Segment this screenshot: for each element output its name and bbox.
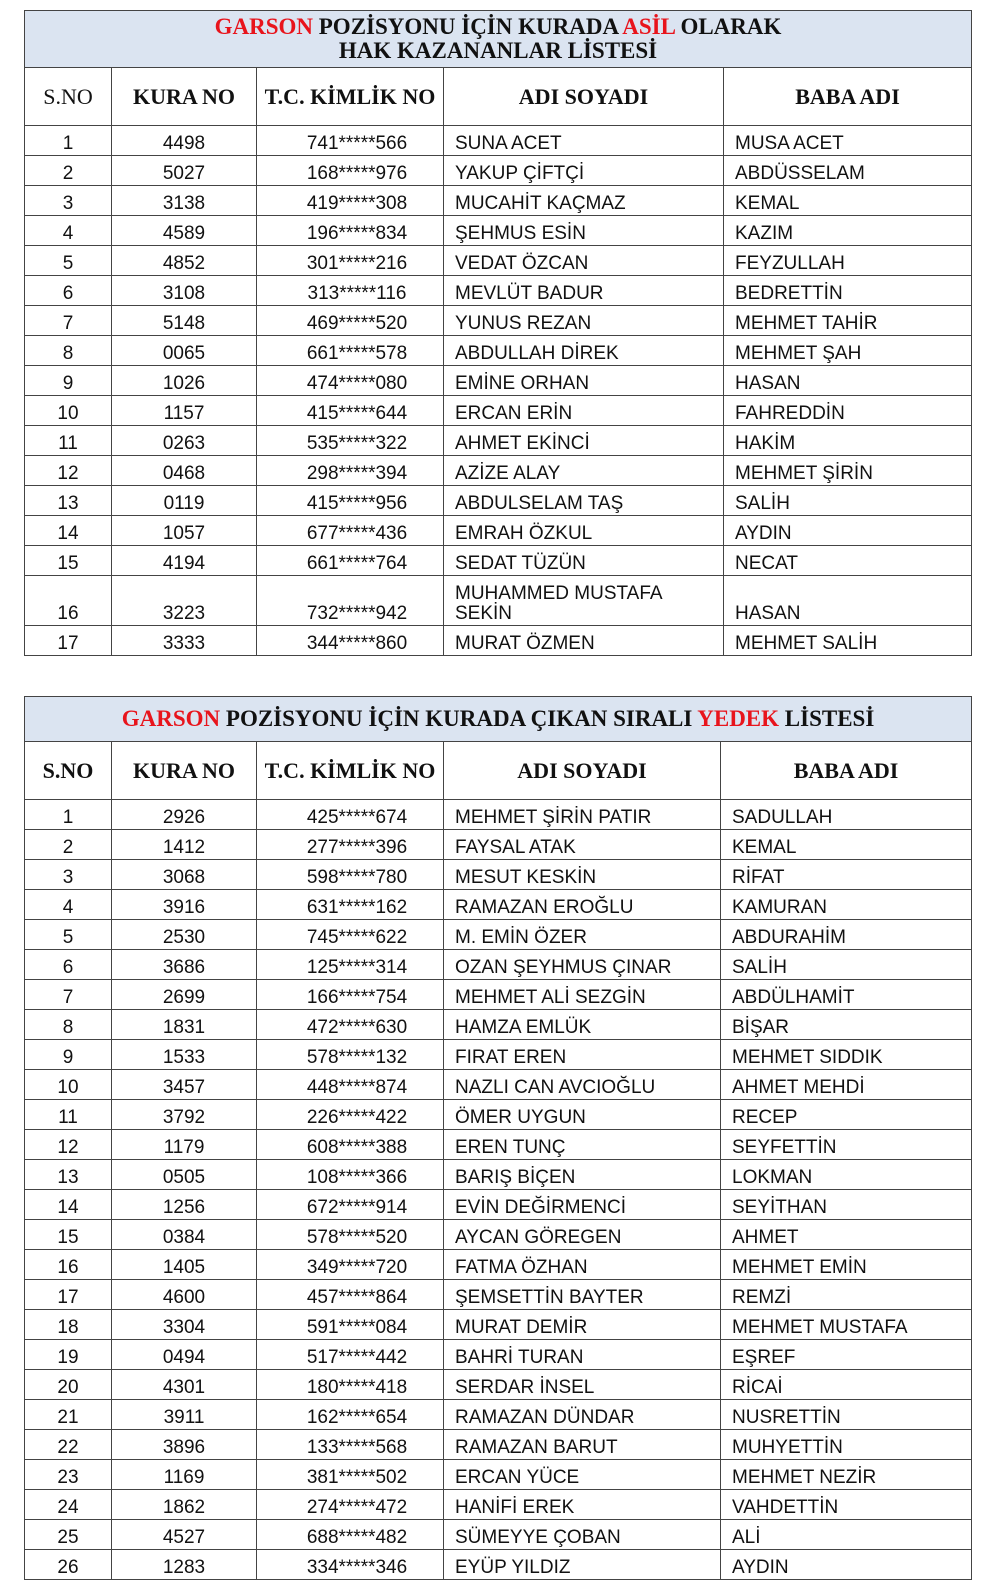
- cell-tc-kimlik-no: 125*****314: [257, 950, 444, 980]
- title-asil-word: ASİL: [622, 14, 675, 39]
- cell-sno: 18: [25, 1310, 112, 1340]
- cell-sno: 9: [25, 366, 112, 396]
- cell-tc-kimlik-no: 180*****418: [257, 1370, 444, 1400]
- cell-adi-soyadi: NAZLI CAN AVCIOĞLU: [444, 1070, 721, 1100]
- title-part-2: OLARAK: [674, 14, 782, 39]
- cell-adi-soyadi: ERCAN YÜCE: [444, 1460, 721, 1490]
- cell-kura-no: 1283: [112, 1550, 257, 1580]
- cell-baba-adi: RİFAT: [721, 860, 972, 890]
- cell-baba-adi: MEHMET SALİH: [724, 626, 972, 656]
- cell-baba-adi: AHMET MEHDİ: [721, 1070, 972, 1100]
- cell-adi-soyadi: MURAT DEMİR: [444, 1310, 721, 1340]
- cell-baba-adi: AYDIN: [724, 516, 972, 546]
- cell-kura-no: 3068: [112, 860, 257, 890]
- cell-tc-kimlik-no: 344*****860: [257, 626, 444, 656]
- cell-baba-adi: MEHMET ŞİRİN: [724, 456, 972, 486]
- cell-tc-kimlik-no: 196*****834: [257, 216, 444, 246]
- header-tc-kimlik-no: T.C. KİMLİK NO: [257, 742, 444, 800]
- cell-baba-adi: MUHYETTİN: [721, 1430, 972, 1460]
- cell-tc-kimlik-no: 472*****630: [257, 1010, 444, 1040]
- cell-kura-no: 2926: [112, 800, 257, 830]
- table-row: [25, 1070, 972, 1100]
- table-row: [25, 980, 972, 1010]
- cell-tc-kimlik-no: 415*****644: [257, 396, 444, 426]
- cell-sno: 22: [25, 1430, 112, 1460]
- cell-tc-kimlik-no: 162*****654: [257, 1400, 444, 1430]
- cell-sno: 12: [25, 456, 112, 486]
- cell-kura-no: 4194: [112, 546, 257, 576]
- cell-adi-soyadi: YAKUP ÇİFTÇİ: [444, 156, 724, 186]
- cell-sno: 25: [25, 1520, 112, 1550]
- cell-kura-no: 1157: [112, 396, 257, 426]
- table-row: [25, 1490, 972, 1520]
- cell-tc-kimlik-no: 732*****942: [257, 576, 444, 626]
- table-row: [25, 366, 972, 396]
- cell-sno: 26: [25, 1550, 112, 1580]
- cell-kura-no: 3686: [112, 950, 257, 980]
- cell-kura-no: 1862: [112, 1490, 257, 1520]
- title-part-1: POZİSYONU İÇİN KURADA: [313, 14, 623, 39]
- cell-kura-no: 5027: [112, 156, 257, 186]
- table-row: [25, 126, 972, 156]
- cell-sno: 7: [25, 980, 112, 1010]
- cell-kura-no: 4852: [112, 246, 257, 276]
- cell-adi-soyadi: YUNUS REZAN: [444, 306, 724, 336]
- cell-kura-no: 4301: [112, 1370, 257, 1400]
- cell-sno: 23: [25, 1460, 112, 1490]
- cell-adi-soyadi: ŞEHMUS ESİN: [444, 216, 724, 246]
- table-row: [25, 800, 972, 830]
- cell-adi-soyadi: RAMAZAN BARUT: [444, 1430, 721, 1460]
- cell-kura-no: 4600: [112, 1280, 257, 1310]
- cell-kura-no: 3223: [112, 576, 257, 626]
- cell-baba-adi: MEHMET EMİN: [721, 1250, 972, 1280]
- cell-adi-soyadi: MEHMET ALİ SEZGİN: [444, 980, 721, 1010]
- cell-adi-soyadi: ABDULLAH DİREK: [444, 336, 724, 366]
- title-part-1: POZİSYONU İÇİN KURADA ÇIKAN SIRALI: [220, 706, 698, 731]
- cell-adi-soyadi: FATMA ÖZHAN: [444, 1250, 721, 1280]
- cell-kura-no: 3911: [112, 1400, 257, 1430]
- cell-sno: 14: [25, 1190, 112, 1220]
- title-garson-word: GARSON: [214, 14, 313, 39]
- table-row: [25, 1460, 972, 1490]
- cell-baba-adi: ABDURAHİM: [721, 920, 972, 950]
- cell-adi-soyadi: EREN TUNÇ: [444, 1130, 721, 1160]
- cell-adi-soyadi: M. EMİN ÖZER: [444, 920, 721, 950]
- cell-baba-adi: MEHMET TAHİR: [724, 306, 972, 336]
- cell-tc-kimlik-no: 578*****132: [257, 1040, 444, 1070]
- cell-baba-adi: BİŞAR: [721, 1010, 972, 1040]
- cell-adi-soyadi: FIRAT EREN: [444, 1040, 721, 1070]
- cell-kura-no: 4498: [112, 126, 257, 156]
- cell-kura-no: 3916: [112, 890, 257, 920]
- cell-sno: 20: [25, 1370, 112, 1400]
- cell-sno: 1: [25, 126, 112, 156]
- asil-table-title: [25, 11, 972, 68]
- cell-adi-soyadi: AHMET EKİNCİ: [444, 426, 724, 456]
- cell-tc-kimlik-no: 108*****366: [257, 1160, 444, 1190]
- cell-baba-adi: FAHREDDİN: [724, 396, 972, 426]
- table-row: [25, 1130, 972, 1160]
- header-baba-adi: BABA ADI: [724, 68, 972, 126]
- cell-adi-soyadi: BARIŞ BİÇEN: [444, 1160, 721, 1190]
- cell-baba-adi: SADULLAH: [721, 800, 972, 830]
- table-row: [25, 1190, 972, 1220]
- cell-baba-adi: ALİ: [721, 1520, 972, 1550]
- cell-baba-adi: KAZIM: [724, 216, 972, 246]
- cell-sno: 24: [25, 1490, 112, 1520]
- cell-tc-kimlik-no: 661*****764: [257, 546, 444, 576]
- cell-tc-kimlik-no: 517*****442: [257, 1340, 444, 1370]
- table-row: [25, 186, 972, 216]
- cell-baba-adi: REMZİ: [721, 1280, 972, 1310]
- cell-sno: 3: [25, 860, 112, 890]
- cell-baba-adi: MEHMET MUSTAFA: [721, 1310, 972, 1340]
- cell-adi-soyadi: OZAN ŞEYHMUS ÇINAR: [444, 950, 721, 980]
- cell-kura-no: 3108: [112, 276, 257, 306]
- table-row: [25, 1100, 972, 1130]
- cell-sno: 11: [25, 426, 112, 456]
- cell-kura-no: 2699: [112, 980, 257, 1010]
- cell-baba-adi: KEMAL: [724, 186, 972, 216]
- cell-tc-kimlik-no: 313*****116: [257, 276, 444, 306]
- table-row: [25, 890, 972, 920]
- table-row: [25, 1520, 972, 1550]
- cell-baba-adi: SALİH: [724, 486, 972, 516]
- cell-baba-adi: NECAT: [724, 546, 972, 576]
- cell-tc-kimlik-no: 457*****864: [257, 1280, 444, 1310]
- cell-kura-no: 0468: [112, 456, 257, 486]
- cell-tc-kimlik-no: 381*****502: [257, 1460, 444, 1490]
- asil-list-table: [24, 10, 972, 656]
- title-yedek-word: YEDEK: [697, 706, 780, 731]
- cell-sno: 4: [25, 216, 112, 246]
- table-row: [25, 306, 972, 336]
- cell-kura-no: 0494: [112, 1340, 257, 1370]
- cell-adi-soyadi: MESUT KESKİN: [444, 860, 721, 890]
- cell-tc-kimlik-no: 688*****482: [257, 1520, 444, 1550]
- cell-sno: 8: [25, 336, 112, 366]
- cell-baba-adi: BEDRETTİN: [724, 276, 972, 306]
- cell-adi-soyadi: MEHMET ŞİRİN PATIR: [444, 800, 721, 830]
- cell-sno: 4: [25, 890, 112, 920]
- cell-tc-kimlik-no: 578*****520: [257, 1220, 444, 1250]
- cell-tc-kimlik-no: 469*****520: [257, 306, 444, 336]
- title-part-2: LİSTESİ: [779, 706, 875, 731]
- cell-sno: 21: [25, 1400, 112, 1430]
- cell-tc-kimlik-no: 298*****394: [257, 456, 444, 486]
- header-sno: S.NO: [25, 68, 112, 126]
- cell-sno: 6: [25, 950, 112, 980]
- cell-sno: 9: [25, 1040, 112, 1070]
- header-kura-no: KURA NO: [112, 742, 257, 800]
- cell-adi-soyadi: RAMAZAN DÜNDAR: [444, 1400, 721, 1430]
- table-row: [25, 546, 972, 576]
- cell-kura-no: 0505: [112, 1160, 257, 1190]
- cell-kura-no: 1179: [112, 1130, 257, 1160]
- cell-kura-no: 1057: [112, 516, 257, 546]
- table-row: [25, 860, 972, 890]
- cell-sno: 10: [25, 1070, 112, 1100]
- cell-kura-no: 3457: [112, 1070, 257, 1100]
- cell-kura-no: 0119: [112, 486, 257, 516]
- cell-tc-kimlik-no: 419*****308: [257, 186, 444, 216]
- cell-kura-no: 3896: [112, 1430, 257, 1460]
- header-tc-kimlik-no: T.C. KİMLİK NO: [257, 68, 444, 126]
- table-row: [25, 216, 972, 246]
- cell-tc-kimlik-no: 591*****084: [257, 1310, 444, 1340]
- cell-sno: 6: [25, 276, 112, 306]
- table-row: [25, 336, 972, 366]
- header-baba-adi: BABA ADI: [721, 742, 972, 800]
- cell-baba-adi: AYDIN: [721, 1550, 972, 1580]
- table-row: [25, 1340, 972, 1370]
- table-row: [25, 1280, 972, 1310]
- cell-sno: 10: [25, 396, 112, 426]
- cell-adi-soyadi: ABDULSELAM TAŞ: [444, 486, 724, 516]
- cell-adi-soyadi: ERCAN ERİN: [444, 396, 724, 426]
- cell-tc-kimlik-no: 745*****622: [257, 920, 444, 950]
- cell-tc-kimlik-no: 425*****674: [257, 800, 444, 830]
- cell-tc-kimlik-no: 448*****874: [257, 1070, 444, 1100]
- cell-adi-soyadi: MEVLÜT BADUR: [444, 276, 724, 306]
- cell-adi-soyadi: MUHAMMED MUSTAFA SEKİN: [444, 576, 724, 626]
- cell-baba-adi: LOKMAN: [721, 1160, 972, 1190]
- cell-sno: 11: [25, 1100, 112, 1130]
- cell-adi-soyadi: FAYSAL ATAK: [444, 830, 721, 860]
- header-adi-soyadi: ADI SOYADI: [444, 68, 724, 126]
- cell-tc-kimlik-no: 415*****956: [257, 486, 444, 516]
- cell-tc-kimlik-no: 677*****436: [257, 516, 444, 546]
- cell-sno: 16: [25, 1250, 112, 1280]
- table-row: [25, 456, 972, 486]
- cell-adi-soyadi: ÖMER UYGUN: [444, 1100, 721, 1130]
- cell-kura-no: 0263: [112, 426, 257, 456]
- cell-adi-soyadi: EVİN DEĞİRMENCİ: [444, 1190, 721, 1220]
- yedek-list-table: [24, 696, 972, 1580]
- cell-baba-adi: SALİH: [721, 950, 972, 980]
- title-garson-word: GARSON: [121, 706, 221, 731]
- cell-baba-adi: HASAN: [724, 576, 972, 626]
- cell-tc-kimlik-no: 334*****346: [257, 1550, 444, 1580]
- cell-baba-adi: MEHMET SIDDIK: [721, 1040, 972, 1070]
- yedek-table-body: [25, 800, 972, 1580]
- cell-baba-adi: KAMURAN: [721, 890, 972, 920]
- cell-baba-adi: VAHDETTİN: [721, 1490, 972, 1520]
- cell-tc-kimlik-no: 274*****472: [257, 1490, 444, 1520]
- header-adi-soyadi: ADI SOYADI: [444, 742, 721, 800]
- cell-adi-soyadi: SÜMEYYE ÇOBAN: [444, 1520, 721, 1550]
- cell-kura-no: 1831: [112, 1010, 257, 1040]
- asil-table-body: [25, 126, 972, 656]
- cell-kura-no: 0065: [112, 336, 257, 366]
- cell-baba-adi: MEHMET NEZİR: [721, 1460, 972, 1490]
- cell-sno: 19: [25, 1340, 112, 1370]
- cell-sno: 16: [25, 576, 112, 626]
- cell-baba-adi: SEYİTHAN: [721, 1190, 972, 1220]
- cell-kura-no: 1256: [112, 1190, 257, 1220]
- cell-adi-soyadi: BAHRİ TURAN: [444, 1340, 721, 1370]
- cell-baba-adi: HASAN: [724, 366, 972, 396]
- cell-baba-adi: MUSA ACET: [724, 126, 972, 156]
- cell-adi-soyadi: SUNA ACET: [444, 126, 724, 156]
- cell-baba-adi: KEMAL: [721, 830, 972, 860]
- header-sno: S.NO: [25, 742, 112, 800]
- table-row: [25, 156, 972, 186]
- cell-kura-no: 5148: [112, 306, 257, 336]
- table-row: [25, 246, 972, 276]
- cell-kura-no: 0384: [112, 1220, 257, 1250]
- table-row: [25, 1550, 972, 1580]
- cell-sno: 15: [25, 546, 112, 576]
- cell-tc-kimlik-no: 277*****396: [257, 830, 444, 860]
- cell-sno: 5: [25, 246, 112, 276]
- table-row: [25, 1160, 972, 1190]
- cell-tc-kimlik-no: 608*****388: [257, 1130, 444, 1160]
- cell-tc-kimlik-no: 598*****780: [257, 860, 444, 890]
- cell-baba-adi: NUSRETTİN: [721, 1400, 972, 1430]
- cell-baba-adi: RİCAİ: [721, 1370, 972, 1400]
- cell-adi-soyadi: AZİZE ALAY: [444, 456, 724, 486]
- cell-tc-kimlik-no: 349*****720: [257, 1250, 444, 1280]
- cell-tc-kimlik-no: 672*****914: [257, 1190, 444, 1220]
- cell-baba-adi: ABDÜLHAMİT: [721, 980, 972, 1010]
- cell-adi-soyadi: MUCAHİT KAÇMAZ: [444, 186, 724, 216]
- cell-tc-kimlik-no: 661*****578: [257, 336, 444, 366]
- header-kura-no: KURA NO: [112, 68, 257, 126]
- cell-adi-soyadi: SERDAR İNSEL: [444, 1370, 721, 1400]
- cell-baba-adi: AHMET: [721, 1220, 972, 1250]
- cell-kura-no: 3304: [112, 1310, 257, 1340]
- cell-sno: 7: [25, 306, 112, 336]
- cell-adi-soyadi: HANİFİ EREK: [444, 1490, 721, 1520]
- table-row: [25, 626, 972, 656]
- cell-baba-adi: MEHMET ŞAH: [724, 336, 972, 366]
- cell-kura-no: 3138: [112, 186, 257, 216]
- cell-tc-kimlik-no: 631*****162: [257, 890, 444, 920]
- cell-kura-no: 1412: [112, 830, 257, 860]
- cell-kura-no: 3333: [112, 626, 257, 656]
- cell-adi-soyadi: EYÜP YILDIZ: [444, 1550, 721, 1580]
- cell-tc-kimlik-no: 741*****566: [257, 126, 444, 156]
- cell-sno: 1: [25, 800, 112, 830]
- cell-sno: 13: [25, 1160, 112, 1190]
- table-row: [25, 830, 972, 860]
- cell-kura-no: 4527: [112, 1520, 257, 1550]
- cell-kura-no: 1026: [112, 366, 257, 396]
- cell-adi-soyadi: MURAT ÖZMEN: [444, 626, 724, 656]
- table-row: [25, 920, 972, 950]
- cell-tc-kimlik-no: 133*****568: [257, 1430, 444, 1460]
- cell-tc-kimlik-no: 166*****754: [257, 980, 444, 1010]
- cell-kura-no: 1169: [112, 1460, 257, 1490]
- cell-tc-kimlik-no: 535*****322: [257, 426, 444, 456]
- table-row: [25, 1040, 972, 1070]
- cell-sno: 14: [25, 516, 112, 546]
- title-line-2: HAK KAZANANLAR LİSTESİ: [338, 38, 658, 63]
- cell-tc-kimlik-no: 168*****976: [257, 156, 444, 186]
- table-row: [25, 1250, 972, 1280]
- table-row: [25, 1370, 972, 1400]
- table-row: [25, 276, 972, 306]
- table-row: [25, 1310, 972, 1340]
- cell-tc-kimlik-no: 226*****422: [257, 1100, 444, 1130]
- cell-sno: 8: [25, 1010, 112, 1040]
- cell-sno: 17: [25, 626, 112, 656]
- cell-kura-no: 2530: [112, 920, 257, 950]
- cell-kura-no: 1533: [112, 1040, 257, 1070]
- cell-baba-adi: RECEP: [721, 1100, 972, 1130]
- table-row: [25, 950, 972, 980]
- cell-sno: 17: [25, 1280, 112, 1310]
- cell-sno: 5: [25, 920, 112, 950]
- cell-tc-kimlik-no: 474*****080: [257, 366, 444, 396]
- cell-adi-soyadi: HAMZA EMLÜK: [444, 1010, 721, 1040]
- table-row: [25, 576, 972, 626]
- table-row: [25, 1400, 972, 1430]
- table-row: [25, 1010, 972, 1040]
- cell-kura-no: 3792: [112, 1100, 257, 1130]
- cell-adi-soyadi: ŞEMSETTİN BAYTER: [444, 1280, 721, 1310]
- cell-tc-kimlik-no: 301*****216: [257, 246, 444, 276]
- cell-adi-soyadi: EMRAH ÖZKUL: [444, 516, 724, 546]
- cell-sno: 2: [25, 156, 112, 186]
- cell-baba-adi: HAKİM: [724, 426, 972, 456]
- cell-kura-no: 1405: [112, 1250, 257, 1280]
- table-row: [25, 1220, 972, 1250]
- table-row: [25, 426, 972, 456]
- cell-adi-soyadi: AYCAN GÖREGEN: [444, 1220, 721, 1250]
- table-row: [25, 516, 972, 546]
- yedek-table-title: [25, 697, 972, 742]
- cell-adi-soyadi: RAMAZAN EROĞLU: [444, 890, 721, 920]
- cell-baba-adi: ABDÜSSELAM: [724, 156, 972, 186]
- cell-baba-adi: SEYFETTİN: [721, 1130, 972, 1160]
- table-row: [25, 486, 972, 516]
- cell-baba-adi: FEYZULLAH: [724, 246, 972, 276]
- cell-adi-soyadi: VEDAT ÖZCAN: [444, 246, 724, 276]
- cell-adi-soyadi: EMİNE ORHAN: [444, 366, 724, 396]
- cell-sno: 12: [25, 1130, 112, 1160]
- table-row: [25, 1430, 972, 1460]
- table-row: [25, 396, 972, 426]
- cell-sno: 2: [25, 830, 112, 860]
- cell-baba-adi: EŞREF: [721, 1340, 972, 1370]
- cell-sno: 3: [25, 186, 112, 216]
- cell-adi-soyadi: SEDAT TÜZÜN: [444, 546, 724, 576]
- cell-sno: 13: [25, 486, 112, 516]
- cell-kura-no: 4589: [112, 216, 257, 246]
- cell-sno: 15: [25, 1220, 112, 1250]
